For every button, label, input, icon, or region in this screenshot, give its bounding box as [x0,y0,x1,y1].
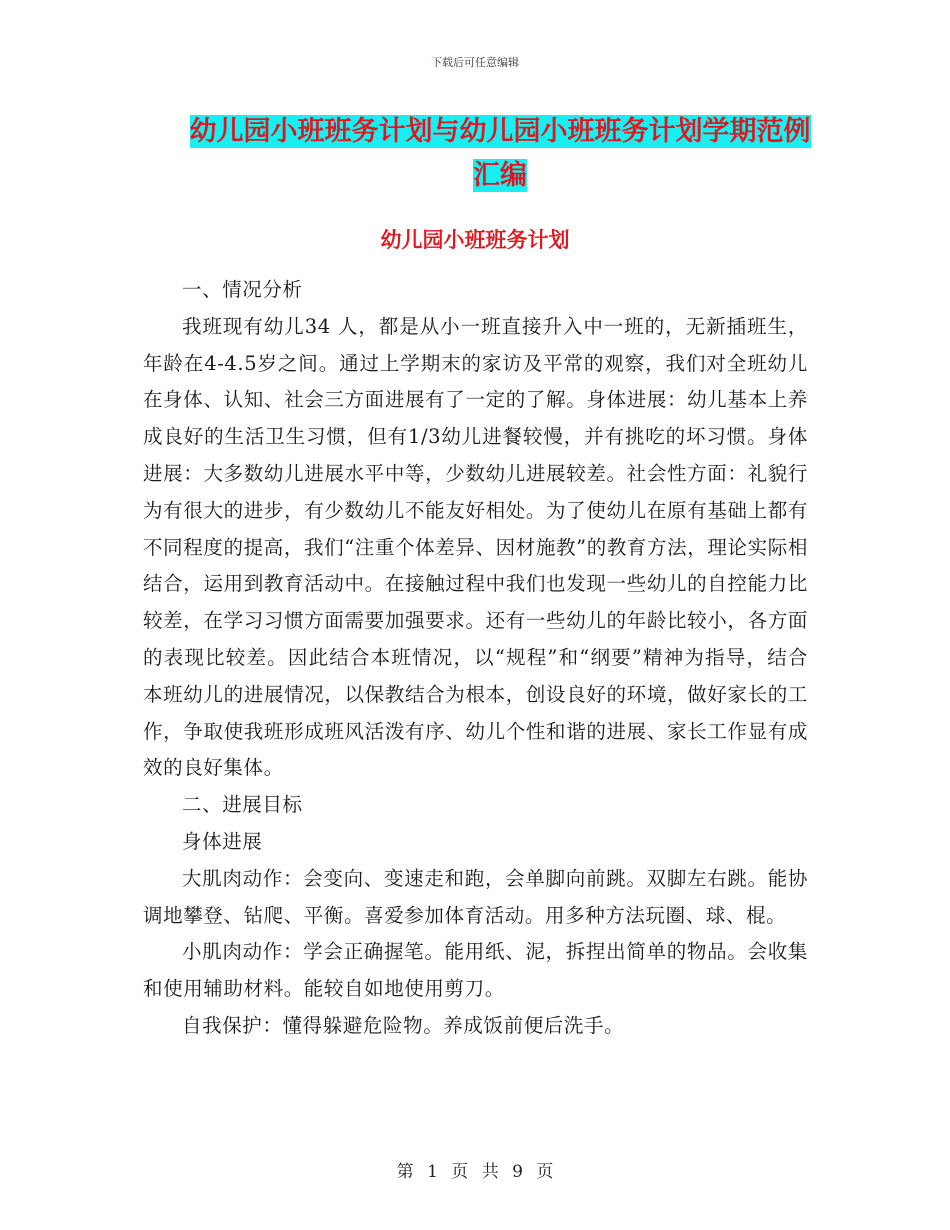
footer-page-number: 1 [427,1162,438,1182]
paragraph-self-protection: 自我保护：懂得躲避危险物。养成饭前便后洗手。 [182,1013,625,1037]
heading-situation-analysis: 一、情况分析 [182,278,303,301]
paragraph-situation: 我班现有幼儿34 人，都是从小一班直接升入中一班的，无新插班生，年龄在4-4.5岁之间。通过上学期末的家访及平常的观察，我们对全班幼儿在身体、认知、社会三方面进展有了一定的了解。身体进展：幼儿基本上养成良好的生活卫生习惯，但有1/3幼儿进餐较慢，并有挑吃的坏习惯。身体进展：大多数幼儿进展水平中等，少数幼儿进展较差。社会性方面：礼貌行为有很大的进步，有少数幼儿不能友好相处。为了使幼儿在原有基础上都有不同程度的提高，我们“注重个体差异、因材施教”的教育方法，理论实际相结合，运用到教育活动中。在接触过程中我们也发现一些幼儿的自控能力比较差，在学习习惯方面需要加强要求。还有一些幼儿的年龄比较小，各方面的表现比较差。因此结合本班情况，以“规程”和“纲要”精神为指导，结合本班幼儿的进展情况，以保教结合为根本，创设良好的环境，做好家长的工作，争取使我班形成班风活泼有序、幼儿个性和谐的进展、家长工作显有成效的良好集体。 [143,314,808,780]
header-note: 下载后可任意编辑 [431,56,519,69]
footer-mid1: 页 [451,1162,469,1182]
heading-development-goals: 二、进展目标 [182,793,303,817]
document-title [140,110,860,198]
paragraph-gross-motor: 大肌肉动作：会变向、变速走和跑，会单脚向前跳。双脚左右跳。能协调地攀登、钻爬、平衡。喜爱参加体育活动。用多种方法玩圈、球、棍。 [143,866,808,927]
document-title-line1: 幼儿园小班班务计划与幼儿园小班班务计划学期范例 [189,116,811,147]
footer-mid2: 共 [481,1162,499,1182]
document-title-line2: 汇编 [473,160,527,191]
footer-suffix: 页 [536,1162,554,1182]
subheading-physical-development: 身体进展 [182,829,263,853]
footer-total-pages: 9 [512,1162,523,1182]
page-footer [0,1157,950,1182]
document-body [143,272,808,1045]
paragraph-fine-motor: 小肌肉动作：学会正确握笔。能用纸、泥，拆捏出简单的物品。会收集和使用辅助材料。能较自如地使用剪刀。 [143,940,808,1001]
section-title: 幼儿园小班班务计划 [380,228,570,252]
footer-prefix: 第 [396,1162,414,1182]
